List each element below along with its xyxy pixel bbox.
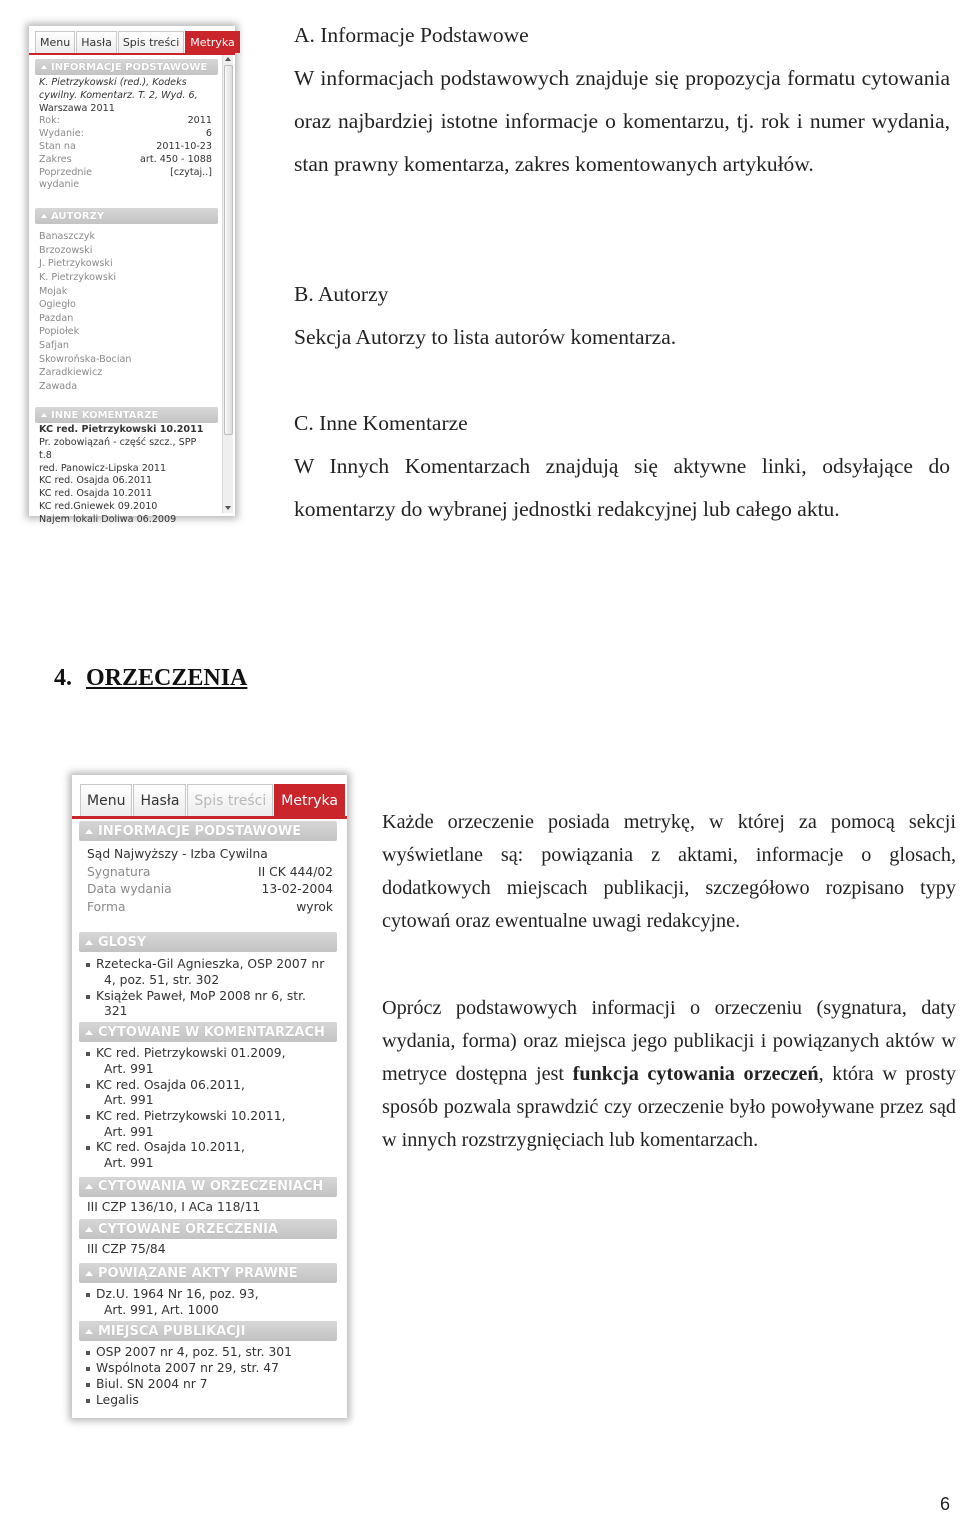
field-row-poprzednie: Poprzednie [czytaj..]	[39, 166, 212, 178]
scroll-down-arrow-icon[interactable]	[225, 506, 231, 510]
section-b-body: Sekcja Autorzy to lista autorów komentarza.	[294, 325, 677, 349]
court-name: Sąd Najwyższy - Izba Cywilna	[87, 847, 268, 861]
author-link[interactable]: Pazdan	[39, 312, 74, 324]
section-a	[294, 14, 950, 186]
publication-item[interactable]: Wspólnota 2007 nr 29, str. 47	[79, 1361, 337, 1377]
section-b	[294, 273, 950, 359]
author-link[interactable]: Brzozowski	[39, 244, 93, 256]
comment-link[interactable]: Pr. zobowiązań - część szcz., SPP t.8	[39, 437, 197, 461]
collapse-caret-icon	[41, 65, 47, 69]
citation-line: K. Pietrzykowski (red.), Kodeks	[39, 77, 187, 88]
metryka-tab-bar	[72, 779, 347, 819]
field-row-rok: Rok: 2011	[39, 115, 212, 127]
vertical-scrollbar[interactable]	[222, 55, 233, 513]
comment-link[interactable]: Najem lokali Doliwa 06.2009	[39, 513, 177, 525]
section-header-glosy[interactable]: GLOSY	[79, 932, 337, 952]
field-row-stan-na: Stan na 2011-10-23	[39, 140, 212, 152]
section-c-title: C. Inne Komentarze	[294, 411, 468, 435]
section-header-informacje-podstawowe[interactable]: INFORMACJE PODSTAWOWE	[79, 821, 337, 841]
section-title: ORZECZENIA	[86, 665, 248, 691]
collapse-caret-icon	[85, 940, 93, 945]
tab-spis-tresci[interactable]: Spis treści	[118, 31, 184, 53]
comment-link[interactable]: red. Panowicz-Lipska 2011	[39, 462, 167, 474]
author-link[interactable]: Ogiegło	[39, 299, 76, 311]
field-row-wydanie-prev: wydanie	[39, 179, 80, 191]
author-link[interactable]: Banaszczyk	[39, 231, 95, 243]
field-row-wydanie: Wydanie: 6	[39, 128, 212, 140]
section-header-cytowane-w-komentarzach[interactable]: CYTOWANE W KOMENTARZACH	[79, 1022, 337, 1042]
comment-link[interactable]: KC red. Osajda 10.2011	[39, 488, 153, 500]
author-link[interactable]: Skowrońska-Bocian	[39, 353, 132, 365]
collapse-caret-icon	[85, 1271, 93, 1276]
tab-spis-tresci[interactable]: Spis treści	[187, 784, 273, 816]
read-more-link[interactable]: [czytaj..]	[170, 166, 212, 178]
metryka-tab-bar	[29, 28, 235, 55]
section-c	[294, 402, 950, 531]
collapse-caret-icon	[41, 214, 47, 218]
commentary-metryka-panel	[29, 26, 235, 525]
scrollbar-thumb[interactable]	[224, 65, 233, 435]
page-number: 6	[939, 1494, 950, 1514]
section-c-body: W Innych Komentarzach znajdują się aktywne linki, odsyłające do komentarzy do wybranej jednostki redakcyjnej lub całego aktu.	[294, 454, 950, 521]
tab-menu[interactable]: Menu	[35, 31, 75, 53]
collapse-caret-icon	[85, 829, 93, 834]
collapse-caret-icon	[41, 413, 47, 417]
section-heading	[54, 665, 247, 692]
cited-comment-item[interactable]: KC red. Pietrzykowski 10.2011, Art. 991	[79, 1109, 337, 1140]
section-header-miejsca-publikacji[interactable]: MIEJSCA PUBLIKACJI	[79, 1321, 337, 1341]
orzeczenia-paragraph-1: Każde orzeczenie posiada metrykę, w której za pomocą sekcji wyświetlane są: powiązania z aktami, informacje o glosach, dodatkowych miejscach publikacji, szczegółowo rozpisano typy cytowań oraz ewentualne uwagi redakcyjne.	[382, 811, 956, 932]
related-act-item[interactable]: Dz.U. 1964 Nr 16, poz. 93, Art. 991, Art. 1000	[79, 1287, 337, 1318]
tab-hasla[interactable]: Hasła	[133, 784, 186, 816]
field-row-sygnatura: Sygnatura II CK 444/02	[87, 864, 333, 879]
collapse-caret-icon	[85, 1030, 93, 1035]
section-a-title: A. Informacje Podstawowe	[294, 23, 529, 47]
section-number: 4.	[54, 665, 72, 691]
author-link[interactable]: Mojak	[39, 285, 68, 297]
section-header-powiazane-akty-prawne[interactable]: POWIĄZANE AKTY PRAWNE	[79, 1263, 337, 1283]
collapse-caret-icon	[85, 1184, 93, 1189]
citation-line: cywilny. Komentarz. T. 2, Wyd. 6,	[39, 89, 198, 101]
section-header-autorzy[interactable]: AUTORZY	[35, 208, 218, 224]
cited-comment-item[interactable]: KC red. Osajda 06.2011, Art. 991	[79, 1078, 337, 1109]
metryka-body	[79, 819, 337, 1408]
metryka-body	[33, 55, 220, 525]
author-link[interactable]: K. Pietrzykowski	[39, 271, 117, 283]
publication-item[interactable]: OSP 2007 nr 4, poz. 51, str. 301	[79, 1345, 337, 1361]
collapse-caret-icon	[85, 1329, 93, 1334]
comment-link-current[interactable]: KC red. Pietrzykowski 10.2011	[39, 424, 204, 436]
citation-line: Warszawa 2011	[39, 102, 115, 114]
tab-menu[interactable]: Menu	[80, 784, 132, 816]
gloss-item[interactable]: Rzetecka-Gil Agnieszka, OSP 2007 nr 4, poz. 51, str. 302	[79, 957, 337, 988]
tab-hasla[interactable]: Hasła	[76, 31, 117, 53]
section-header-cytowania-w-orzeczeniach[interactable]: CYTOWANIA W ORZECZENIACH	[79, 1177, 337, 1197]
section-header-informacje-podstawowe[interactable]: INFORMACJE PODSTAWOWE	[35, 59, 218, 75]
cited-comment-item[interactable]: KC red. Osajda 10.2011, Art. 991	[79, 1140, 337, 1171]
gloss-item[interactable]: Książek Paweł, MoP 2008 nr 6, str. 321	[79, 989, 337, 1020]
cited-ruling-link[interactable]: III CZP 75/84	[87, 1242, 166, 1257]
orzeczenia-paragraph-2: Oprócz podstawowych informacji o orzeczeniu (sygnatura, daty wydania, forma) oraz miejsca jego publikacji i powiązanych aktów w metryce dostępna jest funkcja cytowania orzeczeń, która w prosty sposób pozwala sprawdzić czy orzeczenie było powoływane przez sąd w innych rozstrzygnięciach lub komentarzach.	[382, 997, 956, 1151]
section-a-body: W informacjach podstawowych znajduje się propozycja formatu cytowania oraz najbardziej istotne informacje o komentarzu, tj. rok i numer wydania, stan prawny komentarza, zakres komentowanych artykułów.	[294, 66, 950, 176]
judgment-metryka-panel	[72, 775, 347, 1418]
cited-judgment-links[interactable]: III CZP 136/10, I ACa 118/11	[87, 1199, 261, 1214]
field-row-forma: Forma wyrok	[87, 899, 333, 914]
author-link[interactable]: J. Pietrzykowski	[39, 258, 113, 270]
section-b-title: B. Autorzy	[294, 282, 389, 306]
author-link[interactable]: Popiołek	[39, 326, 80, 338]
publication-item[interactable]: Biul. SN 2004 nr 7	[79, 1377, 337, 1393]
citation-function-emphasis: funkcja cytowania orzeczeń	[572, 1063, 819, 1085]
comment-link[interactable]: KC red. Osajda 06.2011	[39, 475, 153, 487]
author-link[interactable]: Zawada	[39, 380, 78, 392]
collapse-caret-icon	[85, 1227, 93, 1232]
cited-comment-item[interactable]: KC red. Pietrzykowski 01.2009, Art. 991	[79, 1046, 337, 1077]
field-row-data-wydania: Data wydania 13-02-2004	[87, 882, 333, 897]
section-header-cytowane-orzeczenia[interactable]: CYTOWANE ORZECZENIA	[79, 1219, 337, 1239]
comment-link[interactable]: KC red.Gniewek 09.2010	[39, 501, 158, 513]
field-row-zakres: Zakres art. 450 - 1088	[39, 153, 212, 165]
tab-metryka[interactable]: Metryka	[185, 31, 240, 53]
scroll-up-arrow-icon[interactable]	[225, 57, 231, 61]
section-header-inne-komentarze[interactable]: INNE KOMENTARZE	[35, 407, 218, 423]
tab-metryka[interactable]: Metryka	[274, 784, 345, 816]
publication-item[interactable]: Legalis	[79, 1393, 337, 1409]
author-link[interactable]: Safjan	[39, 339, 69, 351]
author-link[interactable]: Zaradkiewicz	[39, 367, 103, 379]
